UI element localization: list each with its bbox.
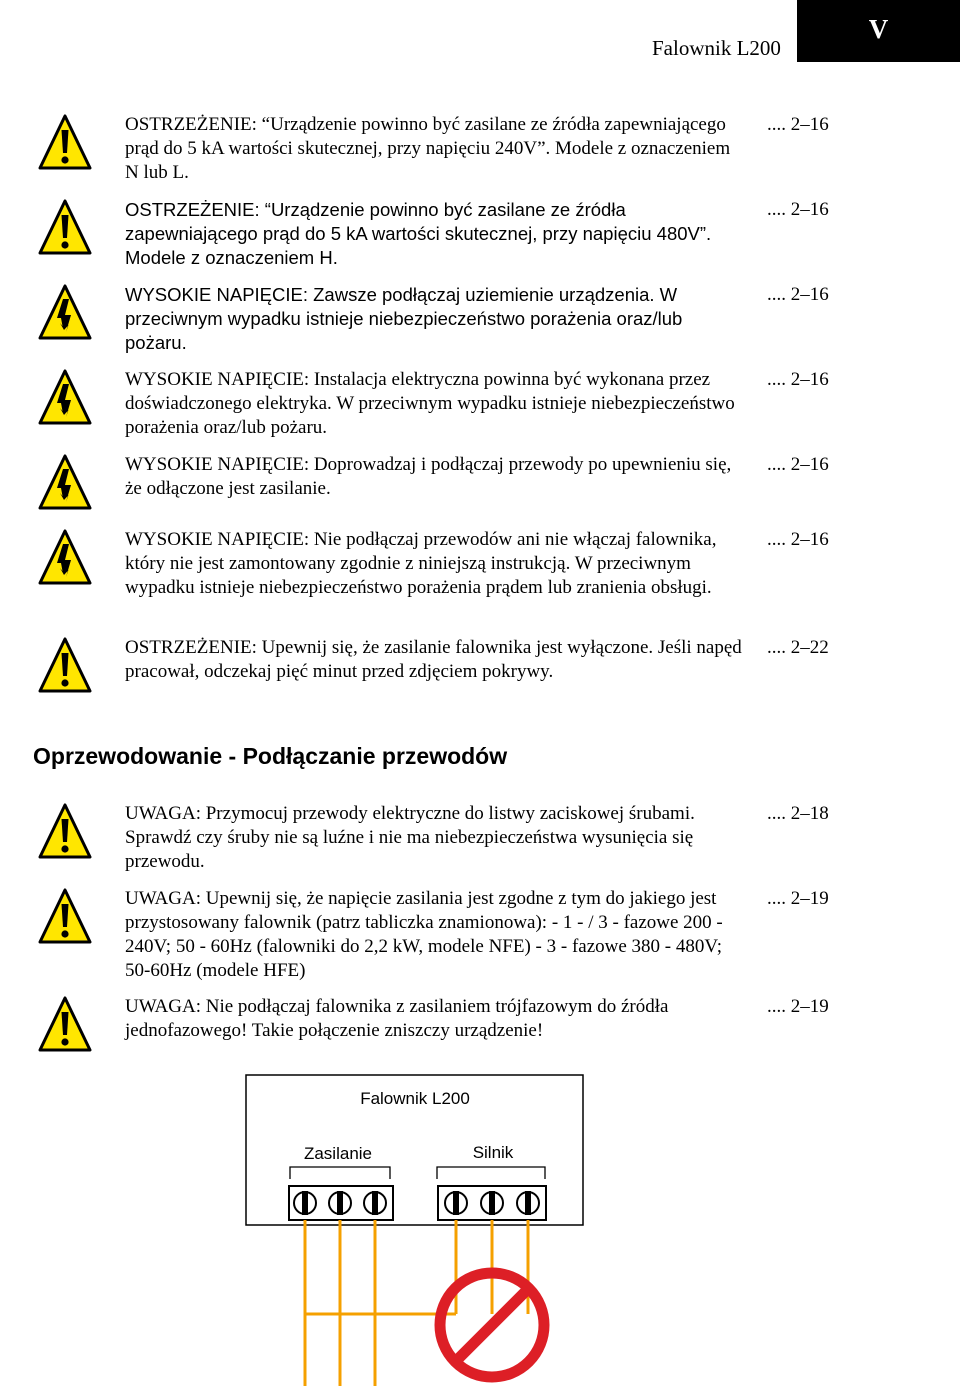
- chapter-tab-label: V: [868, 13, 889, 44]
- chapter-tab: [797, 0, 960, 62]
- entry-text: OSTRZEŻENIE: “Urządzenie powinno być zasilane ze źródła zapewniającego prąd do 5 kA wartości skutecznej, przy napięciu 480V”. Modele z oznaczeniem H.: [125, 199, 712, 268]
- page-reference[interactable]: .... 2–18: [767, 803, 829, 824]
- terminal-screw: [517, 1191, 539, 1215]
- terminal-screw: [294, 1191, 316, 1215]
- entry-text: WYSOKIE NAPIĘCIE: Zawsze podłączaj uziemienie urządzenia. W przeciwnym wypadku istnieje niebezpieczeństwo porażenia oraz/lub pożaru.: [125, 284, 683, 353]
- supply-label: Zasilanie: [303, 1144, 373, 1163]
- high-voltage-icon: [38, 528, 92, 586]
- page-reference[interactable]: .... 2–16: [767, 199, 829, 220]
- warning-exclamation-icon: [38, 887, 92, 945]
- terminal-screw: [481, 1191, 503, 1215]
- page-reference[interactable]: .... 2–22: [767, 637, 829, 658]
- motor-label: Silnik: [472, 1143, 514, 1162]
- warning-exclamation-icon: [38, 113, 92, 171]
- warning-exclamation-icon: [38, 995, 92, 1053]
- warning-exclamation-icon: [38, 636, 92, 694]
- wires: [305, 1220, 528, 1386]
- document-title: Falownik L200: [652, 36, 781, 60]
- terminal-screw: [364, 1191, 386, 1215]
- inverter-title: Falownik L200: [360, 1089, 470, 1108]
- page-reference[interactable]: .... 2–16: [767, 369, 829, 390]
- entry-text: WYSOKIE NAPIĘCIE: Instalacja elektryczna powinna być wykonana przez doświadczonego elektryka. W przeciwnym wypadku istnieje niebezpieczeństwo porażenia oraz/lub pożaru.: [125, 369, 735, 438]
- page-reference[interactable]: .... 2–16: [767, 529, 829, 550]
- page-reference[interactable]: .... 2–19: [767, 888, 829, 909]
- high-voltage-icon: [38, 283, 92, 341]
- high-voltage-icon: [38, 453, 92, 511]
- page-reference[interactable]: .... 2–16: [767, 114, 829, 135]
- entry-text: OSTRZEŻENIE: “Urządzenie powinno być zasilane ze źródła zapewniającego prąd do 5 kA wartości skutecznej, przy napięciu 240V”. Modele z oznaczeniem N lub L.: [125, 114, 731, 183]
- section-heading: Oprzewodowanie - Podłączanie przewodów: [33, 743, 508, 769]
- entry-text: WYSOKIE NAPIĘCIE: Nie podłączaj przewodów ani nie włączaj falownika, który nie jest zamontowany zgodnie z niniejszą instrukcją. W przeciwnym wypadku istnieje niebezpieczeństwo porażenia prądem lub zranienia obsługi.: [125, 529, 717, 598]
- terminal-screw: [445, 1191, 467, 1215]
- page-reference[interactable]: .... 2–16: [767, 284, 829, 305]
- entry-text: UWAGA: Nie podłączaj falownika z zasilaniem trójfazowym do źródła jednofazowego! Takie połączenie zniszczy urządzenie!: [125, 996, 669, 1041]
- entry-text: OSTRZEŻENIE: Upewnij się, że zasilanie falownika jest wyłączone. Jeśli napęd pracował, odczekaj pięć minut przed zdjęciem pokrywy.: [125, 637, 742, 682]
- entry-text: UWAGA: Przymocuj przewody elektryczne do listwy zaciskowej śrubami. Sprawdź czy śruby nie są luźne i nie ma niebezpieczeństwa wysunięcia się przewodu.: [125, 803, 695, 872]
- page-reference[interactable]: .... 2–16: [767, 454, 829, 475]
- warning-exclamation-icon: [38, 802, 92, 860]
- entry-text: UWAGA: Upewnij się, że napięcie zasilania jest zgodne z tym do jakiego jest przystosowany falownik (patrz tabliczka znamionowa): - 1 - / 3 - fazowe 200 - 240V; 50 - 60Hz (falowniki do 2,2 kW, modele NFE) - 3 - fazowe 380 - 480V; 50-60Hz (modele HFE): [125, 888, 723, 981]
- entry-text: WYSOKIE NAPIĘCIE: Doprowadzaj i podłączaj przewody po upewnieniu się, że odłączone jest zasilanie.: [125, 454, 732, 499]
- terminal-screw: [329, 1191, 351, 1215]
- wiring-diagram: [245, 1074, 585, 1386]
- page-reference[interactable]: .... 2–19: [767, 996, 829, 1017]
- warning-exclamation-icon: [38, 198, 92, 256]
- high-voltage-icon: [38, 368, 92, 426]
